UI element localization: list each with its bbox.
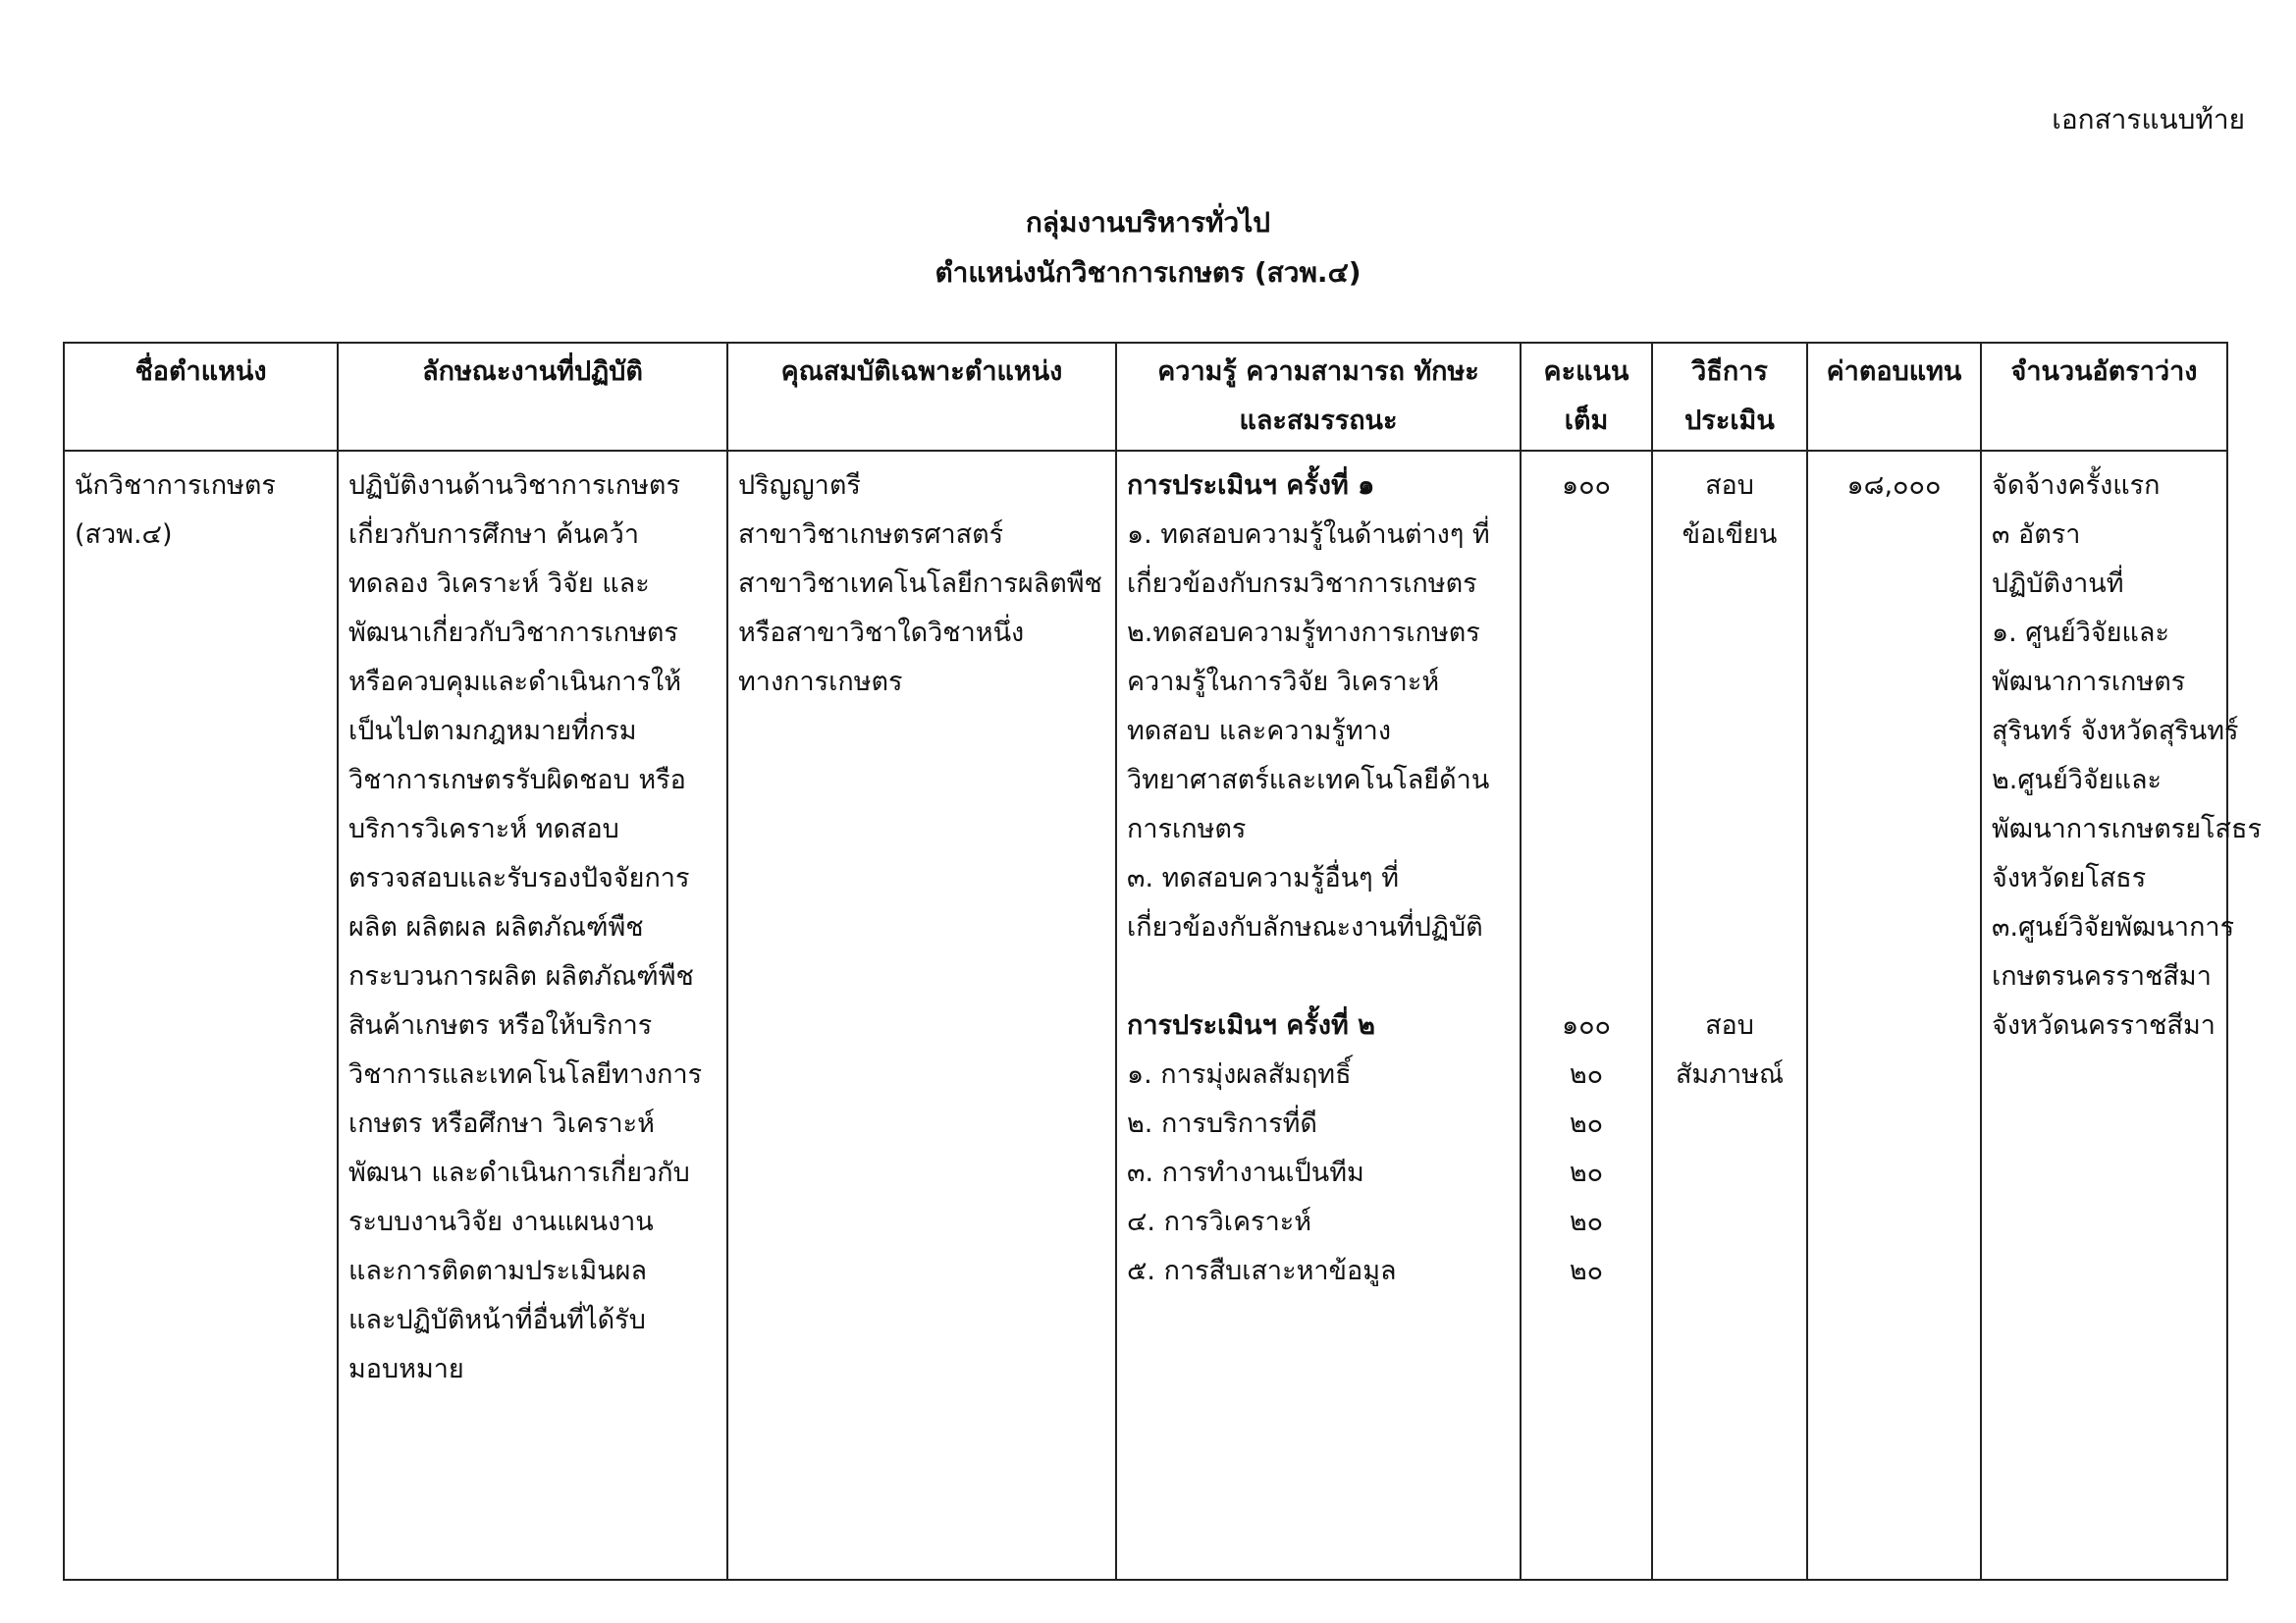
header-duties: ลักษณะงานที่ปฏิบัติ <box>338 343 727 451</box>
header-competencies: ความรู้ ความสามารถ ทักษะ และสมรรถนะ <box>1116 343 1521 451</box>
header-qualifications: คุณสมบัติเฉพาะตำแหน่ง <box>727 343 1116 451</box>
cell-position: นักวิชาการเกษตร (สวพ.๔) <box>64 451 338 1580</box>
cell-vacancies: จัดจ้างครั้งแรก ๓ อัตรา ปฏิบัติงานที่ ๑. ศูนย์วิจัยและ พัฒนาการเกษตร สุรินทร์ จังหวัดสุรินทร์ ๒.ศูนย์วิจัยและ พัฒนาการเกษตรยโสธร จังหวัดยโสธร ๓.ศูนย์วิจัยพัฒนาการ เกษตรนครราชสีมา จังหวัดนครราชสีมา <box>1981 451 2227 1580</box>
cell-qualifications: ปริญญาตรี สาขาวิชาเกษตรศาสตร์ สาขาวิชาเทคโนโลยีการผลิตพืช หรือสาขาวิชาใดวิชาหนึ่ง ทางการเกษตร <box>727 451 1116 1580</box>
attachment-label: เอกสารแนบท้าย <box>2052 103 2245 135</box>
cell-compensation: ๑๘,๐๐๐ <box>1807 451 1981 1580</box>
cell-competencies: การประเมินฯ ครั้งที่ ๑ ๑. ทดสอบความรู้ในด้านต่างๆ ที่ เกี่ยวข้องกับกรมวิชาการเกษตร ๒.ทดสอบความรู้ทางการเกษตร ความรู้ในการวิจัย วิเคราะห์ ทดสอบ และความรู้ทาง วิทยาศาสตร์และเทคโนโลยีด้าน การเกษตร ๓. ทดสอบความรู้อื่นๆ ที่ เกี่ยวข้องกับลักษณะงานที่ปฏิบัติ การประเมินฯ ครั้งที่ ๒ ๑. การมุ่งผลสัมฤทธิ์ ๒. การบริการที่ดี ๓. การทำงานเป็นทีม ๔. การวิเคราะห์ ๕. การสืบเสาะหาข้อมูล <box>1116 451 1521 1580</box>
document-title: กลุ่มงานบริหารทั่วไป <box>1025 206 1271 239</box>
header-vacancies: จำนวนอัตราว่าง <box>1981 343 2227 451</box>
cell-duties: ปฏิบัติงานด้านวิชาการเกษตร เกี่ยวกับการศึกษา ค้นคว้า ทดลอง วิเคราะห์ วิจัย และ พัฒนาเกี่ยวกับวิชาการเกษตร หรือควบคุมและดำเนินการให้ เป็นไปตามกฎหมายที่กรม วิชาการเกษตรรับผิดชอบ หรือ บริการวิเคราะห์ ทดสอบ ตรวจสอบและรับรองปัจจัยการ ผลิต ผลิตผล ผลิตภัณฑ์พืช กระบวนการผลิต ผลิตภัณฑ์พืช สินค้าเกษตร หรือให้บริการ วิชาการและเทคโนโลยีทางการ เกษตร หรือศึกษา วิเคราะห์ พัฒนา และดำเนินการเกี่ยวกับ ระบบงานวิจัย งานแผนงาน และการติดตามประเมินผล และปฏิบัติหน้าที่อื่นที่ได้รับ มอบหมาย <box>338 451 727 1580</box>
table-header-row <box>64 343 2227 451</box>
header-full-score: คะแนน เต็ม <box>1521 343 1652 451</box>
cell-method: สอบ ข้อเขียน สอบ สัมภาษณ์ <box>1652 451 1807 1580</box>
position-table <box>63 342 2263 1581</box>
document-subtitle: ตำแหน่งนักวิชาการเกษตร (สวพ.๔) <box>934 256 1362 289</box>
cell-full-score: ๑๐๐ ๑๐๐ ๒๐ ๒๐ ๒๐ ๒๐ ๒๐ <box>1521 451 1652 1580</box>
header-position: ชื่อตำแหน่ง <box>64 343 338 451</box>
table-row <box>64 451 2227 1580</box>
round2-heading: การประเมินฯ ครั้งที่ ๒ <box>1127 1010 1375 1041</box>
round1-heading: การประเมินฯ ครั้งที่ ๑ <box>1127 470 1375 501</box>
header-compensation: ค่าตอบแทน <box>1807 343 1981 451</box>
header-method: วิธีการ ประเมิน <box>1652 343 1807 451</box>
